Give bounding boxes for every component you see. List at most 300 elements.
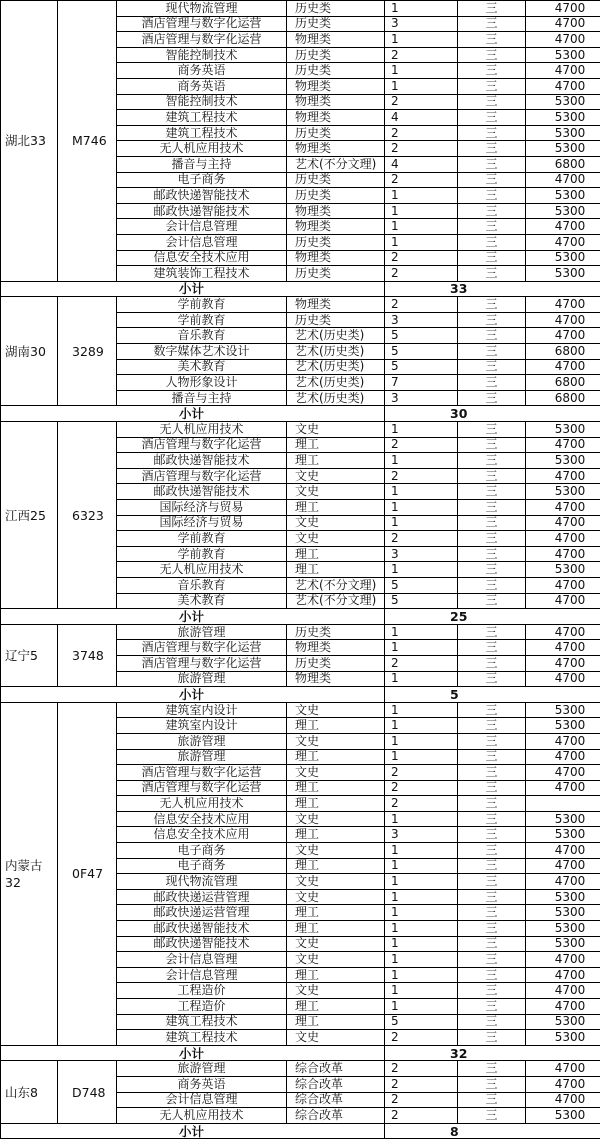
years-cell: 三 (458, 172, 526, 188)
table-row (1, 297, 600, 313)
category-cell: 文史 (287, 843, 385, 859)
quota-cell: 1 (385, 453, 458, 469)
fee-cell: 4700 (526, 983, 600, 999)
category-cell: 综合改革 (287, 1061, 385, 1077)
quota-cell: 5 (385, 359, 458, 375)
category-cell: 文史 (287, 531, 385, 547)
school-code-cell: 0F47 (58, 702, 117, 1045)
years-cell: 三 (458, 390, 526, 406)
category-cell: 历史类 (287, 655, 385, 671)
major-cell: 邮政快递智能技术 (117, 484, 287, 500)
subtotal-row (1, 609, 600, 625)
quota-cell: 1 (385, 188, 458, 204)
category-cell: 文史 (287, 983, 385, 999)
fee-cell: 5300 (526, 250, 600, 266)
major-cell: 旅游管理 (117, 1061, 287, 1077)
fee-cell: 5300 (526, 562, 600, 578)
major-cell: 电子商务 (117, 172, 287, 188)
school-code-cell: 3289 (58, 297, 117, 406)
major-cell: 旅游管理 (117, 733, 287, 749)
quota-cell: 2 (385, 655, 458, 671)
category-cell: 历史类 (287, 47, 385, 63)
years-cell: 三 (458, 640, 526, 656)
years-cell: 三 (458, 921, 526, 937)
years-cell: 三 (458, 843, 526, 859)
years-cell: 三 (458, 655, 526, 671)
province-cell: 湖南30 (1, 297, 58, 406)
fee-cell: 4700 (526, 1061, 600, 1077)
quota-cell: 1 (385, 203, 458, 219)
major-cell: 学前教育 (117, 546, 287, 562)
major-cell: 智能控制技术 (117, 47, 287, 63)
major-cell: 现代物流管理 (117, 874, 287, 890)
quota-cell: 3 (385, 827, 458, 843)
fee-cell: 4700 (526, 749, 600, 765)
quota-cell: 1 (385, 515, 458, 531)
subtotal-label: 小计 (1, 281, 385, 297)
major-cell: 酒店管理与数字化运营 (117, 468, 287, 484)
category-cell: 物理类 (287, 110, 385, 126)
school-code-cell: 3748 (58, 624, 117, 686)
years-cell: 三 (458, 468, 526, 484)
table-row (1, 1061, 600, 1077)
major-cell: 学前教育 (117, 312, 287, 328)
school-code-cell: D748 (58, 1061, 117, 1123)
category-cell: 历史类 (287, 624, 385, 640)
category-cell: 物理类 (287, 297, 385, 313)
category-cell: 艺术(历史类) (287, 328, 385, 344)
major-cell: 美术教育 (117, 593, 287, 609)
years-cell: 三 (458, 531, 526, 547)
major-cell: 电子商务 (117, 858, 287, 874)
quota-cell: 5 (385, 577, 458, 593)
years-cell: 三 (458, 141, 526, 157)
table-row (1, 702, 600, 718)
subtotal-value: 30 (385, 406, 600, 422)
subtotal-label: 小计 (1, 609, 385, 625)
category-cell: 文史 (287, 936, 385, 952)
major-cell: 数字媒体艺术设计 (117, 344, 287, 360)
years-cell: 三 (458, 515, 526, 531)
fee-cell: 4700 (526, 468, 600, 484)
quota-cell: 1 (385, 983, 458, 999)
quota-cell: 2 (385, 796, 458, 812)
category-cell: 理工 (287, 500, 385, 516)
years-cell: 三 (458, 250, 526, 266)
major-cell: 无人机应用技术 (117, 796, 287, 812)
category-cell: 理工 (287, 453, 385, 469)
category-cell: 物理类 (287, 219, 385, 235)
major-cell: 电子商务 (117, 843, 287, 859)
category-cell: 物理类 (287, 203, 385, 219)
years-cell: 三 (458, 1014, 526, 1030)
major-cell: 音乐教育 (117, 577, 287, 593)
quota-cell: 2 (385, 47, 458, 63)
fee-cell: 5300 (526, 1030, 600, 1046)
category-cell: 艺术(历史类) (287, 375, 385, 391)
fee-cell: 4700 (526, 655, 600, 671)
fee-cell: 5300 (526, 921, 600, 937)
major-cell: 会计信息管理 (117, 234, 287, 250)
fee-cell: 5300 (526, 718, 600, 734)
quota-cell: 2 (385, 1061, 458, 1077)
category-cell: 艺术(不分文理) (287, 577, 385, 593)
quota-cell: 1 (385, 889, 458, 905)
category-cell: 文史 (287, 811, 385, 827)
years-cell: 三 (458, 733, 526, 749)
fee-cell: 5300 (526, 266, 600, 282)
fee-cell: 4700 (526, 733, 600, 749)
category-cell: 艺术(历史类) (287, 344, 385, 360)
fee-cell: 4700 (526, 952, 600, 968)
major-cell: 无人机应用技术 (117, 562, 287, 578)
table-row (1, 1, 600, 17)
major-cell: 邮政快递运营管理 (117, 905, 287, 921)
quota-cell: 1 (385, 484, 458, 500)
major-cell: 邮政快递智能技术 (117, 453, 287, 469)
quota-cell: 3 (385, 546, 458, 562)
major-cell: 酒店管理与数字化运营 (117, 765, 287, 781)
major-cell: 播音与主持 (117, 390, 287, 406)
category-cell: 物理类 (287, 94, 385, 110)
category-cell: 历史类 (287, 1, 385, 17)
fee-cell: 4700 (526, 500, 600, 516)
fee-cell: 4700 (526, 312, 600, 328)
major-cell: 信息安全技术应用 (117, 827, 287, 843)
fee-cell: 5300 (526, 141, 600, 157)
years-cell: 三 (458, 110, 526, 126)
years-cell: 三 (458, 375, 526, 391)
quota-cell: 5 (385, 1014, 458, 1030)
major-cell: 学前教育 (117, 297, 287, 313)
table-body (1, 1, 600, 1139)
category-cell: 理工 (287, 546, 385, 562)
quota-cell: 2 (385, 780, 458, 796)
years-cell: 三 (458, 1030, 526, 1046)
category-cell: 理工 (287, 921, 385, 937)
category-cell: 文史 (287, 484, 385, 500)
category-cell: 文史 (287, 733, 385, 749)
years-cell: 三 (458, 811, 526, 827)
years-cell: 三 (458, 16, 526, 32)
fee-cell: 5300 (526, 1108, 600, 1124)
fee-cell: 4700 (526, 515, 600, 531)
subtotal-value: 32 (385, 1045, 600, 1061)
fee-cell: 4700 (526, 843, 600, 859)
fee-cell: 4700 (526, 577, 600, 593)
fee-cell: 5300 (526, 1014, 600, 1030)
fee-cell: 5300 (526, 422, 600, 438)
years-cell: 三 (458, 266, 526, 282)
quota-cell: 1 (385, 32, 458, 48)
years-cell: 三 (458, 765, 526, 781)
category-cell: 理工 (287, 437, 385, 453)
years-cell: 三 (458, 437, 526, 453)
major-cell: 工程造价 (117, 983, 287, 999)
school-code-cell: M746 (58, 1, 117, 282)
years-cell: 三 (458, 328, 526, 344)
fee-cell: 4700 (526, 967, 600, 983)
category-cell: 理工 (287, 827, 385, 843)
subtotal-row (1, 1045, 600, 1061)
quota-cell: 2 (385, 1076, 458, 1092)
category-cell: 理工 (287, 967, 385, 983)
quota-cell: 2 (385, 531, 458, 547)
major-cell: 建筑室内设计 (117, 718, 287, 734)
fee-cell: 4700 (526, 63, 600, 79)
category-cell: 综合改革 (287, 1092, 385, 1108)
fee-cell: 5300 (526, 702, 600, 718)
years-cell: 三 (458, 484, 526, 500)
years-cell: 三 (458, 422, 526, 438)
fee-cell: 4700 (526, 234, 600, 250)
fee-cell: 5300 (526, 125, 600, 141)
years-cell: 三 (458, 562, 526, 578)
subtotal-value: 33 (385, 281, 600, 297)
subtotal-row (1, 687, 600, 703)
fee-cell: 4700 (526, 874, 600, 890)
fee-cell: 6800 (526, 344, 600, 360)
major-cell: 无人机应用技术 (117, 422, 287, 438)
quota-cell: 1 (385, 78, 458, 94)
quota-cell: 5 (385, 344, 458, 360)
category-cell: 理工 (287, 1014, 385, 1030)
years-cell: 三 (458, 312, 526, 328)
quota-cell: 1 (385, 999, 458, 1015)
category-cell: 理工 (287, 749, 385, 765)
years-cell: 三 (458, 500, 526, 516)
years-cell: 三 (458, 827, 526, 843)
quota-cell: 4 (385, 156, 458, 172)
fee-cell: 4700 (526, 32, 600, 48)
years-cell: 三 (458, 952, 526, 968)
major-cell: 旅游管理 (117, 671, 287, 687)
years-cell: 三 (458, 967, 526, 983)
fee-cell: 5300 (526, 188, 600, 204)
quota-cell: 2 (385, 125, 458, 141)
years-cell: 三 (458, 234, 526, 250)
subtotal-value: 25 (385, 609, 600, 625)
quota-cell: 1 (385, 874, 458, 890)
fee-cell: 4700 (526, 16, 600, 32)
fee-cell: 4700 (526, 1076, 600, 1092)
years-cell: 三 (458, 125, 526, 141)
major-cell: 无人机应用技术 (117, 1108, 287, 1124)
years-cell: 三 (458, 874, 526, 890)
major-cell: 信息安全技术应用 (117, 811, 287, 827)
major-cell: 音乐教育 (117, 328, 287, 344)
quota-cell: 1 (385, 952, 458, 968)
quota-cell: 2 (385, 297, 458, 313)
category-cell: 文史 (287, 468, 385, 484)
years-cell: 三 (458, 156, 526, 172)
category-cell: 历史类 (287, 188, 385, 204)
years-cell: 三 (458, 63, 526, 79)
quota-cell: 1 (385, 858, 458, 874)
quota-cell: 3 (385, 16, 458, 32)
quota-cell: 1 (385, 921, 458, 937)
years-cell: 三 (458, 718, 526, 734)
major-cell: 智能控制技术 (117, 94, 287, 110)
quota-cell: 1 (385, 733, 458, 749)
fee-cell: 5300 (526, 889, 600, 905)
category-cell: 理工 (287, 858, 385, 874)
quota-cell: 1 (385, 967, 458, 983)
category-cell: 理工 (287, 999, 385, 1015)
category-cell: 综合改革 (287, 1076, 385, 1092)
province-cell: 江西25 (1, 422, 58, 609)
major-cell: 旅游管理 (117, 624, 287, 640)
quota-cell: 2 (385, 141, 458, 157)
fee-cell: 5300 (526, 47, 600, 63)
quota-cell: 2 (385, 266, 458, 282)
major-cell: 酒店管理与数字化运营 (117, 16, 287, 32)
major-cell: 会计信息管理 (117, 952, 287, 968)
major-cell: 会计信息管理 (117, 1092, 287, 1108)
subtotal-label: 小计 (1, 1045, 385, 1061)
major-cell: 建筑工程技术 (117, 1030, 287, 1046)
years-cell: 三 (458, 593, 526, 609)
major-cell: 商务英语 (117, 1076, 287, 1092)
category-cell: 物理类 (287, 250, 385, 266)
major-cell: 邮政快递智能技术 (117, 936, 287, 952)
fee-cell: 4700 (526, 546, 600, 562)
category-cell: 艺术(不分文理) (287, 593, 385, 609)
subtotal-row (1, 406, 600, 422)
quota-cell: 2 (385, 250, 458, 266)
years-cell: 三 (458, 1092, 526, 1108)
fee-cell: 4700 (526, 1, 600, 17)
fee-cell: 5300 (526, 484, 600, 500)
category-cell: 理工 (287, 718, 385, 734)
quota-cell: 1 (385, 718, 458, 734)
subtotal-value: 8 (385, 1123, 600, 1139)
quota-cell: 1 (385, 936, 458, 952)
fee-cell: 4700 (526, 640, 600, 656)
years-cell: 三 (458, 936, 526, 952)
category-cell: 历史类 (287, 125, 385, 141)
fee-cell: 6800 (526, 390, 600, 406)
major-cell: 建筑工程技术 (117, 110, 287, 126)
fee-cell: 4700 (526, 671, 600, 687)
years-cell: 三 (458, 858, 526, 874)
major-cell: 建筑工程技术 (117, 125, 287, 141)
major-cell: 学前教育 (117, 531, 287, 547)
quota-cell: 2 (385, 437, 458, 453)
years-cell: 三 (458, 1076, 526, 1092)
major-cell: 现代物流管理 (117, 1, 287, 17)
fee-cell: 5300 (526, 936, 600, 952)
province-cell: 内蒙古32 (1, 702, 58, 1045)
years-cell: 三 (458, 671, 526, 687)
major-cell: 商务英语 (117, 63, 287, 79)
quota-cell: 4 (385, 110, 458, 126)
fee-cell: 4700 (526, 765, 600, 781)
category-cell: 文史 (287, 952, 385, 968)
major-cell: 酒店管理与数字化运营 (117, 437, 287, 453)
fee-cell: 4700 (526, 1092, 600, 1108)
years-cell: 三 (458, 1061, 526, 1077)
subtotal-label: 小计 (1, 1123, 385, 1139)
quota-cell: 1 (385, 1, 458, 17)
quota-cell: 1 (385, 702, 458, 718)
category-cell: 文史 (287, 765, 385, 781)
quota-cell: 5 (385, 328, 458, 344)
quota-cell: 1 (385, 843, 458, 859)
quota-cell: 3 (385, 390, 458, 406)
fee-cell: 4700 (526, 999, 600, 1015)
quota-cell: 1 (385, 624, 458, 640)
subtotal-row (1, 1123, 600, 1139)
category-cell: 综合改革 (287, 1108, 385, 1124)
fee-cell (526, 796, 600, 812)
quota-cell: 2 (385, 765, 458, 781)
major-cell: 美术教育 (117, 359, 287, 375)
province-cell: 山东8 (1, 1061, 58, 1123)
quota-cell: 1 (385, 63, 458, 79)
subtotal-value: 5 (385, 687, 600, 703)
category-cell: 理工 (287, 780, 385, 796)
category-cell: 文史 (287, 889, 385, 905)
fee-cell: 5300 (526, 905, 600, 921)
years-cell: 三 (458, 47, 526, 63)
quota-cell: 1 (385, 422, 458, 438)
years-cell: 三 (458, 796, 526, 812)
quota-cell: 2 (385, 172, 458, 188)
fee-cell: 4700 (526, 359, 600, 375)
quota-cell: 1 (385, 749, 458, 765)
school-code-cell: 6323 (58, 422, 117, 609)
years-cell: 三 (458, 359, 526, 375)
category-cell: 理工 (287, 905, 385, 921)
years-cell: 三 (458, 219, 526, 235)
fee-cell: 5300 (526, 827, 600, 843)
quota-cell: 1 (385, 562, 458, 578)
years-cell: 三 (458, 905, 526, 921)
quota-cell: 1 (385, 640, 458, 656)
fee-cell: 4700 (526, 531, 600, 547)
fee-cell: 4700 (526, 328, 600, 344)
quota-cell: 1 (385, 234, 458, 250)
quota-cell: 1 (385, 671, 458, 687)
major-cell: 邮政快递智能技术 (117, 188, 287, 204)
fee-cell: 5300 (526, 203, 600, 219)
fee-cell: 4700 (526, 780, 600, 796)
table-row (1, 422, 600, 438)
major-cell: 信息安全技术应用 (117, 250, 287, 266)
fee-cell: 4700 (526, 219, 600, 235)
quota-cell: 1 (385, 811, 458, 827)
category-cell: 艺术(历史类) (287, 390, 385, 406)
fee-cell: 6800 (526, 156, 600, 172)
years-cell: 三 (458, 1, 526, 17)
quota-cell: 1 (385, 500, 458, 516)
category-cell: 历史类 (287, 312, 385, 328)
major-cell: 会计信息管理 (117, 967, 287, 983)
major-cell: 会计信息管理 (117, 219, 287, 235)
fee-cell: 4700 (526, 624, 600, 640)
category-cell: 艺术(历史类) (287, 359, 385, 375)
quota-cell: 2 (385, 1030, 458, 1046)
years-cell: 三 (458, 889, 526, 905)
fee-cell: 4700 (526, 437, 600, 453)
years-cell: 三 (458, 32, 526, 48)
years-cell: 三 (458, 577, 526, 593)
quota-cell: 1 (385, 219, 458, 235)
years-cell: 三 (458, 297, 526, 313)
quota-cell: 2 (385, 468, 458, 484)
province-cell: 辽宁5 (1, 624, 58, 686)
